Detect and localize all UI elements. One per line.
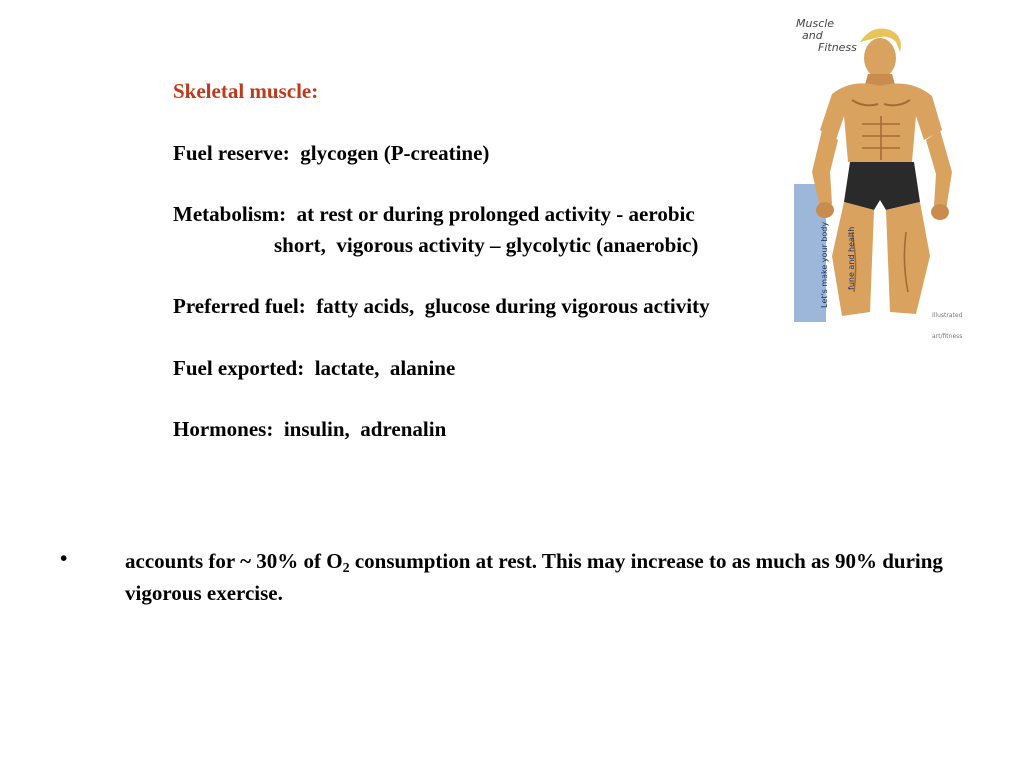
preferred-fuel-line: Preferred fuel: fatty acids, glucose during vigorous activity: [173, 294, 710, 318]
bullet-text-start: accounts for ~ 30% of O: [125, 549, 343, 573]
oxygen-subscript: 2: [342, 561, 350, 576]
bullet-text: [125, 545, 985, 609]
bullet-text-end: consumption at rest. This may increase to as much as 90% during vigorous exercise.: [125, 549, 943, 605]
metabolism-line-1: Metabolism: at rest or during prolonged activity - aerobic: [173, 202, 695, 226]
metabolism-line-2: short, vigorous activity – glycolytic (anaerobic): [274, 233, 699, 257]
illustration-credit-line-1: Illustrated: [932, 312, 963, 319]
side-banner-text-line-2: fune and health: [847, 226, 856, 290]
illustration-credit: [932, 298, 962, 354]
heading-skeletal-muscle: Skeletal muscle:: [173, 79, 319, 103]
bullet-marker: •: [60, 546, 68, 570]
illustration-title-line-2: and: [802, 29, 823, 42]
side-banner-text: [802, 222, 874, 308]
illustration-title-line-3: Fitness: [818, 41, 857, 54]
side-banner-text-line-1: Let's make your body: [820, 221, 829, 308]
muscle-fitness-illustration: [792, 12, 964, 340]
hormones-line: Hormones: insulin, adrenalin: [173, 417, 447, 441]
illustration-credit-line-2: art/fitness: [932, 333, 963, 340]
illustration-title-line-1: Muscle: [796, 17, 835, 30]
fuel-reserve-line: Fuel reserve: glycogen (P-creatine): [173, 141, 490, 165]
fuel-exported-line: Fuel exported: lactate, alanine: [173, 356, 456, 380]
illustration-title: [796, 18, 857, 54]
